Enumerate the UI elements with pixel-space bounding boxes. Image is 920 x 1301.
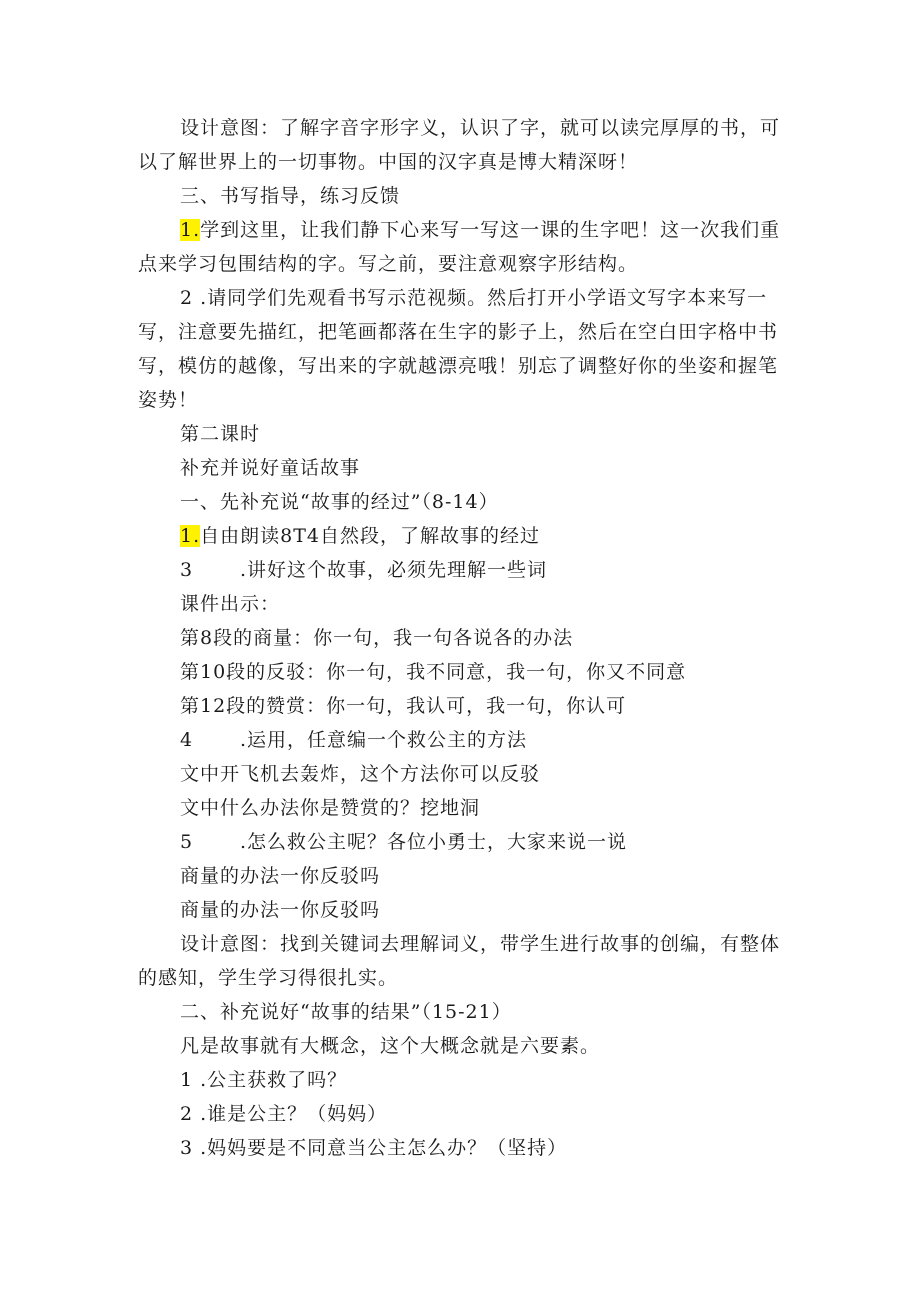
list-text: .怎么救公主呢？各位小勇士，大家来说一说 (240, 831, 628, 853)
paragraph-line: 凡是故事就有大概念，这个大概念就是六要素。 (180, 1035, 601, 1057)
paragraph-line: 设计意图：找到关键词去理解词义，带学生进行故事的创编，有整体 (180, 933, 781, 955)
paragraph-line: 写，注意要先描红，把笔画都落在生字的影子上，然后在空白田字格中书 (138, 321, 779, 343)
section-heading: 三、书写指导，练习反馈 (180, 185, 401, 207)
paragraph-text: 学到这里，让我们静下心来写一写这一课的生字吧！这一次我们重 (200, 219, 781, 241)
paragraph-line: 第8段的商量：你一句，我一句各说各的办法 (180, 627, 574, 649)
paragraph-line: 文中什么办法你是赞赏的？挖地洞 (180, 797, 481, 819)
paragraph-line: 点来学习包围结构的字。写之前，要注意观察字形结构。 (138, 253, 639, 275)
paragraph-line: 第12段的赞赏：你一句，我认可，我一句，你认可 (180, 695, 627, 717)
lesson-subheading: 补充并说好童话故事 (180, 457, 361, 479)
paragraph-line (180, 218, 780, 242)
list-text: .讲好这个故事，必须先理解一些词 (240, 559, 548, 581)
section-heading: 二、补充说好“故事的结果”（15-21） (180, 1001, 512, 1023)
list-text: .运用，任意编一个救公主的方法 (240, 729, 528, 751)
list-item (180, 830, 627, 854)
paragraph-line: 课件出示： (180, 593, 281, 615)
paragraph-line: 商量的办法一你反驳吗 (180, 899, 381, 921)
section-heading: 一、先补充说“故事的经过”（8-14） (180, 491, 499, 513)
highlight-marker: 1. (180, 219, 201, 241)
list-item: 3 .妈妈要是不同意当公主怎么办？（坚持） (180, 1137, 568, 1159)
list-item (180, 558, 547, 582)
list-item: 2 .谁是公主？（妈妈） (180, 1103, 388, 1125)
paragraph-line: 姿势！ (138, 389, 199, 411)
paragraph-line: 以了解世界上的一切事物。中国的汉字真是博大精深呀！ (138, 151, 639, 173)
paragraph-line (180, 524, 540, 548)
paragraph-line: 写，模仿的越像，写出来的字就越漂亮哦！别忘了调整好你的坐姿和握笔 (138, 355, 779, 377)
paragraph-line: 文中开飞机去轰炸，这个方法你可以反驳 (180, 763, 541, 785)
list-number: 4 (180, 729, 194, 751)
lesson-heading: 第二课时 (180, 423, 261, 445)
list-number: 5 (180, 831, 194, 853)
list-number: 3 (180, 559, 194, 581)
paragraph-line: 2 .请同学们先观看书写示范视频。然后打开小学语文写字本来写一 (180, 287, 768, 309)
paragraph-line: 的感知，学生学习得很扎实。 (138, 967, 399, 989)
paragraph-line: 第10段的反驳：你一句，我不同意，我一句，你又不同意 (180, 661, 687, 683)
list-item (180, 728, 527, 752)
highlight-marker: 1. (180, 525, 201, 547)
paragraph-line: 商量的办法一你反驳吗 (180, 865, 381, 887)
paragraph-text: 自由朗读8T4自然段，了解故事的经过 (200, 525, 540, 547)
paragraph-line: 设计意图：了解字音字形字义，认识了字，就可以读完厚厚的书，可 (180, 117, 781, 139)
list-item: 1 .公主获救了吗？ (180, 1069, 348, 1091)
